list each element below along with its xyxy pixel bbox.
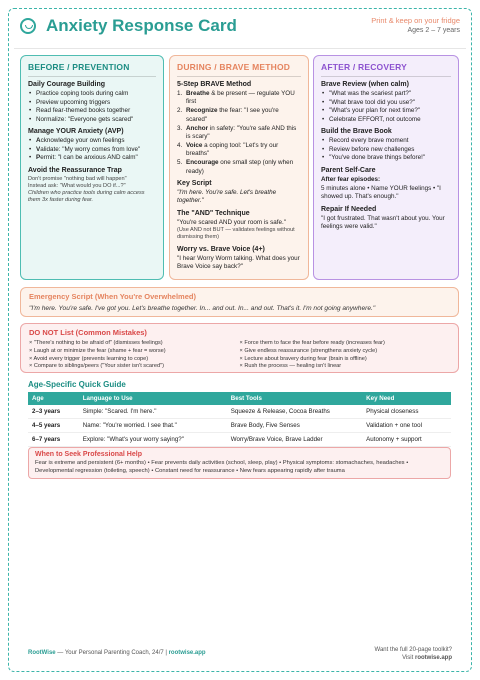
body-text: 5 minutes alone • Name YOUR feelings • "I showed up. That's enough." bbox=[321, 184, 441, 200]
subsection-title: After fear episodes: bbox=[321, 175, 381, 183]
table-header-row bbox=[28, 392, 451, 405]
professional-help-heading: When to Seek Professional Help bbox=[35, 451, 142, 458]
during-brave-column bbox=[169, 55, 309, 280]
section-title: Avoid the Reassurance Trap bbox=[28, 166, 122, 174]
age-guide-heading: Age-Specific Quick Guide bbox=[28, 380, 126, 389]
do-not-item: × "There's nothing to be afraid of" (dismisses feelings) bbox=[29, 340, 163, 346]
list-item: • Review before new challenges bbox=[321, 146, 451, 155]
table-cell: Validation + one tool bbox=[362, 419, 451, 433]
professional-help-text: Fear is extreme and persistent (6+ months) • Fear prevents daily activities (school, sleep, play) • Physical symptoms: stomachaches, headaches • Developmental regression (toileting, speech) • Constant need for reassurance • New fears appearing rapidly after trauma bbox=[35, 460, 409, 474]
column-header: Best Tools bbox=[227, 392, 362, 405]
list-item: • "What was the scariest part?" bbox=[321, 90, 451, 99]
section-title: The "AND" Technique bbox=[177, 209, 250, 217]
table-row bbox=[28, 433, 451, 447]
table-cell: Brave Body, Five Senses bbox=[227, 419, 362, 433]
body-text: Instead ask: "What would you DO if...?" bbox=[28, 182, 126, 189]
section-title: Daily Courage Building bbox=[28, 81, 106, 88]
script-text: "I'm here. You're safe. Let's breathe together." bbox=[177, 188, 277, 205]
step-item: 1. Breathe & be present — regulate YOU first bbox=[177, 90, 295, 106]
section-title: Build the Brave Book bbox=[321, 128, 392, 135]
do-not-item: × Avoid every trigger (prevents learning to cope) bbox=[29, 355, 149, 362]
header-divider bbox=[14, 48, 466, 49]
step-item: 3. Anchor in safety: "You're safe AND this is scary" bbox=[177, 124, 297, 140]
section-title: Manage YOUR Anxiety (AVP) bbox=[28, 128, 124, 135]
list-item: • Permit: "I can be anxious AND calm" bbox=[28, 154, 156, 163]
step-item: 5. Encourage one small step (only when ready) bbox=[177, 159, 294, 175]
website-link[interactable]: rootwise.app bbox=[414, 655, 452, 662]
tip-text: Children who practice tools during calm access them 3x faster during fear. bbox=[28, 190, 145, 204]
brand-name: RootWise bbox=[28, 650, 56, 656]
footer-tagline: RootWise — Your Personal Parenting Coach, 24/7 | rootwise.app bbox=[28, 650, 206, 656]
table-cell: Physical closeness bbox=[362, 405, 451, 419]
do-not-item: × Give endless reassurance (strengthens anxiety cycle) bbox=[239, 347, 378, 354]
step-item: 4. Voice a coping tool: "Let's try our breaths" bbox=[177, 142, 279, 158]
website-link[interactable]: rootwise.app bbox=[168, 650, 206, 656]
step-item: 2. Recognize the fear: "I see you're scared" bbox=[177, 107, 279, 123]
toolkit-promo: Want the full 20-page toolkit? bbox=[374, 647, 452, 653]
table-row bbox=[28, 405, 451, 419]
card-header bbox=[14, 12, 466, 46]
body-text: Don't promise "nothing bad will happen" bbox=[28, 175, 127, 182]
list-item: • Preview upcoming triggers bbox=[28, 99, 156, 108]
table-cell: Worry/Brave Voice, Brave Ladder bbox=[227, 433, 362, 447]
table-cell: 2–3 years bbox=[28, 405, 79, 419]
table-cell: Autonomy + support bbox=[362, 433, 451, 447]
header-meta bbox=[371, 16, 460, 34]
list-item: • Normalize: "Everyone gets scared" bbox=[28, 116, 156, 125]
table-cell: Explore: "What's your worry saying?" bbox=[79, 433, 227, 447]
do-not-heading: DO NOT List (Common Mistakes) bbox=[29, 328, 147, 337]
section-title: Parent Self-Care bbox=[321, 166, 376, 174]
footer-cta bbox=[375, 646, 453, 662]
body-text: "You're scared AND your room is safe." bbox=[177, 218, 287, 226]
column-heading: DURING / BRAVE METHOD bbox=[177, 62, 301, 77]
visit-line: Visit rootwise.app bbox=[402, 655, 452, 662]
table-cell: Simple: "Scared. I'm here." bbox=[79, 405, 227, 419]
table-cell: 6–7 years bbox=[28, 433, 79, 447]
age-range: Ages 2 – 7 years bbox=[407, 27, 460, 34]
emergency-script-box bbox=[20, 287, 459, 317]
do-not-list-box bbox=[20, 323, 459, 373]
list-item: • Record every brave moment bbox=[321, 137, 451, 146]
column-header: Age bbox=[28, 392, 79, 405]
age-guide-table bbox=[28, 392, 451, 447]
smiley-logo-icon bbox=[20, 18, 36, 34]
professional-help-box bbox=[28, 447, 451, 479]
before-prevention-column bbox=[20, 55, 164, 280]
page-title: Anxiety Response Card bbox=[46, 16, 237, 35]
section-title: Repair If Needed bbox=[321, 205, 377, 213]
list-item: • Acknowledge your own feelings bbox=[28, 137, 156, 146]
list-item: • "What brave tool did you use?" bbox=[321, 99, 451, 108]
emergency-text: "I'm here. You're safe. I've got you. Let's breathe together. In... and out. In... and out. That's it. I'm not going anywhere." bbox=[29, 305, 376, 312]
table-row bbox=[28, 419, 451, 433]
list-item: • Celebrate EFFORT, not outcome bbox=[321, 116, 451, 125]
section-title: 5-Step BRAVE Method bbox=[177, 81, 252, 88]
do-not-left-column bbox=[29, 340, 240, 371]
column-heading: AFTER / RECOVERY bbox=[321, 62, 451, 77]
after-recovery-column bbox=[313, 55, 459, 280]
body-text: "I got frustrated. That wasn't about you. Your feelings were valid." bbox=[321, 214, 445, 230]
list-item: • "You've done brave things before!" bbox=[321, 154, 451, 163]
body-text: "I hear Worry Worm talking. What does your Brave Voice say back?" bbox=[177, 254, 300, 271]
do-not-right-column bbox=[240, 340, 451, 371]
list-item: • Read fear-themed books together bbox=[28, 107, 156, 116]
do-not-item: × Lecture about bravery during fear (brain is offline) bbox=[239, 355, 367, 362]
column-heading: BEFORE / PREVENTION bbox=[28, 62, 156, 77]
section-title: Key Script bbox=[177, 179, 212, 187]
section-title: Worry vs. Brave Voice (4+) bbox=[177, 245, 265, 253]
column-header: Language to Use bbox=[79, 392, 227, 405]
table-cell: 4–5 years bbox=[28, 419, 79, 433]
list-item: • Practice coping tools during calm bbox=[28, 90, 156, 99]
table-cell: Squeeze & Release, Cocoa Breaths bbox=[227, 405, 362, 419]
emergency-heading: Emergency Script (When You're Overwhelmed) bbox=[29, 292, 196, 301]
note-text: (Use AND not BUT — validates feelings without dismissing them) bbox=[177, 227, 295, 241]
column-header: Key Need bbox=[362, 392, 451, 405]
print-note: Print & keep on your fridge bbox=[371, 16, 460, 25]
section-title: Brave Review (when calm) bbox=[321, 81, 409, 88]
do-not-item: × Force them to face the fear before ready (increases fear) bbox=[239, 340, 385, 346]
table-cell: Name: "You're worried. I see that." bbox=[79, 419, 227, 433]
do-not-item: × Laugh at or minimize the fear (shame + fear = worse) bbox=[29, 347, 166, 354]
footer bbox=[28, 647, 452, 662]
list-item: • Validate: "My worry comes from love" bbox=[28, 146, 156, 155]
list-item: • "What's your plan for next time?" bbox=[321, 107, 451, 116]
do-not-item: × Rush the process — healing isn't linear bbox=[239, 363, 342, 370]
do-not-item: × Compare to siblings/peers ("Your sister isn't scared") bbox=[29, 363, 164, 370]
